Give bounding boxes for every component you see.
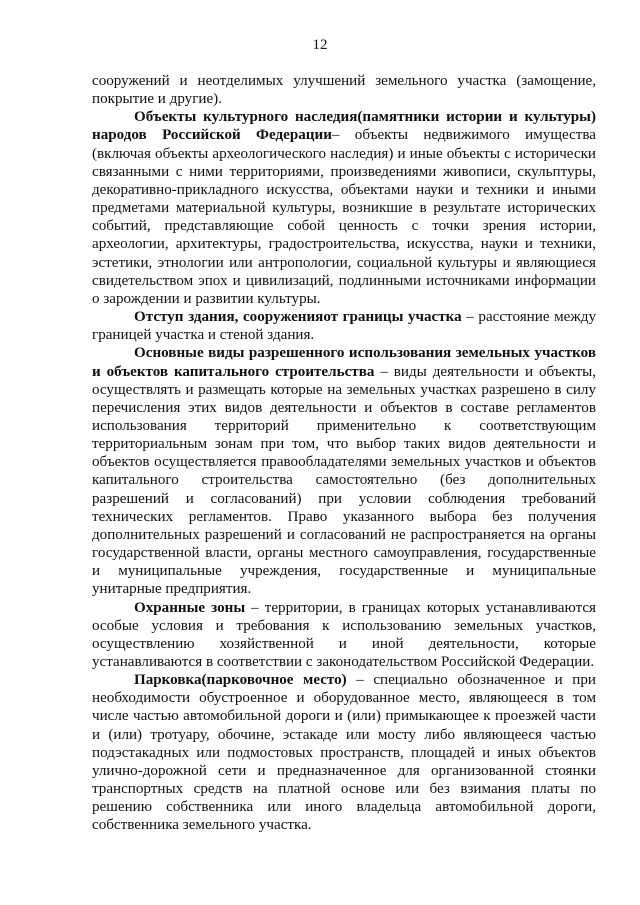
term-building-setback: Отступ здания, сооруженияот границы участка <box>134 309 462 326</box>
paragraph-building-setback <box>92 308 596 344</box>
paragraph-text: – объекты недвижимого имущества (включая объекты археологического наследия) и иные объекты с исторически связанными с ними территориями, произведениями живописи, скульптуры, декоративно-прикладного искусства, объектами науки и техники и иными предметами материальной культуры, возникшие в результате исторических событий, представляющие собой ценность с точки зрения истории, археологии, архитектуры, градостроительства, искусства, науки и техники, эстетики, этнологии или антропологии, социальной культуры и являющиеся свидетельством эпох и цивилизаций, подлинными источниками информации о зарождении и развитии культуры. <box>92 127 596 307</box>
paragraph-parking <box>92 671 596 834</box>
paragraph-text: – расстояние между границей участка и стеной здания. <box>92 309 597 344</box>
page-number: 12 <box>312 37 328 53</box>
paragraph-permitted-use <box>92 344 596 598</box>
document-body <box>92 72 596 835</box>
paragraph-text: – виды деятельности и объекты, осуществлять и размещать которые на земельных участках разрешено в силу перечисления этих видов деятельности и объектов в составе регламентов использования территорий применительно к соответствующим территориальным зонам при том, что выбор таких видов деятельности и объектов осуществляется правообладателями земельных участков и объектов капитального строительства самостоятельно (без дополнительных разрешений и согласований) при условии соблюдения требований технических регламентов. Право указанного выбора без получения дополнительных разрешений и согласований не распространяется на органы государственной власти, органы местного самоуправления, государственные и муниципальные учреждения, государственные и муниципальные унитарные предприятия. <box>92 363 597 598</box>
term-protected-zones: Охранные зоны <box>134 599 246 616</box>
paragraph-cultural-heritage <box>92 108 596 308</box>
term-permitted-use: Основные виды разрешенного использования земельных участков и объектов капитального строительства <box>92 345 596 380</box>
term-parking: Парковка(парковочное место) <box>134 672 347 689</box>
paragraph-text: – территории, в границах которых устанавливаются особые условия и требования к использованию земельных участков, осуществлению хозяйственной и иной деятельности, которые устанавливаются в соответствии с законодательством Российской Федерации. <box>92 599 596 670</box>
term-cultural-heritage: Объекты культурного наследия(памятники истории и культуры) народов Российской Федерации <box>92 109 596 144</box>
paragraph-text: – специально обозначенное и при необходимости обустроенное и оборудованное место, являющееся в том числе частью автомобильной дороги и (или) примыкающее к проезжей части и (или) тротуару, обочине, эстакаде или мосту либо являющееся частью подэстакадных или подмостовых пространств, площадей и иных объектов улично-дорожной сети и предназначенное для организованной стоянки транспортных средств на платной основе или без взимания платы по решению собственника или иного владельца автомобильной дороги, собственника земельного участка. <box>92 672 596 834</box>
paragraph-text: сооружений и неотделимых улучшений земельного участка (замощение, покрытие и другие). <box>92 73 596 108</box>
paragraph-protected-zones <box>92 599 596 672</box>
paragraph-continuation <box>92 72 596 108</box>
